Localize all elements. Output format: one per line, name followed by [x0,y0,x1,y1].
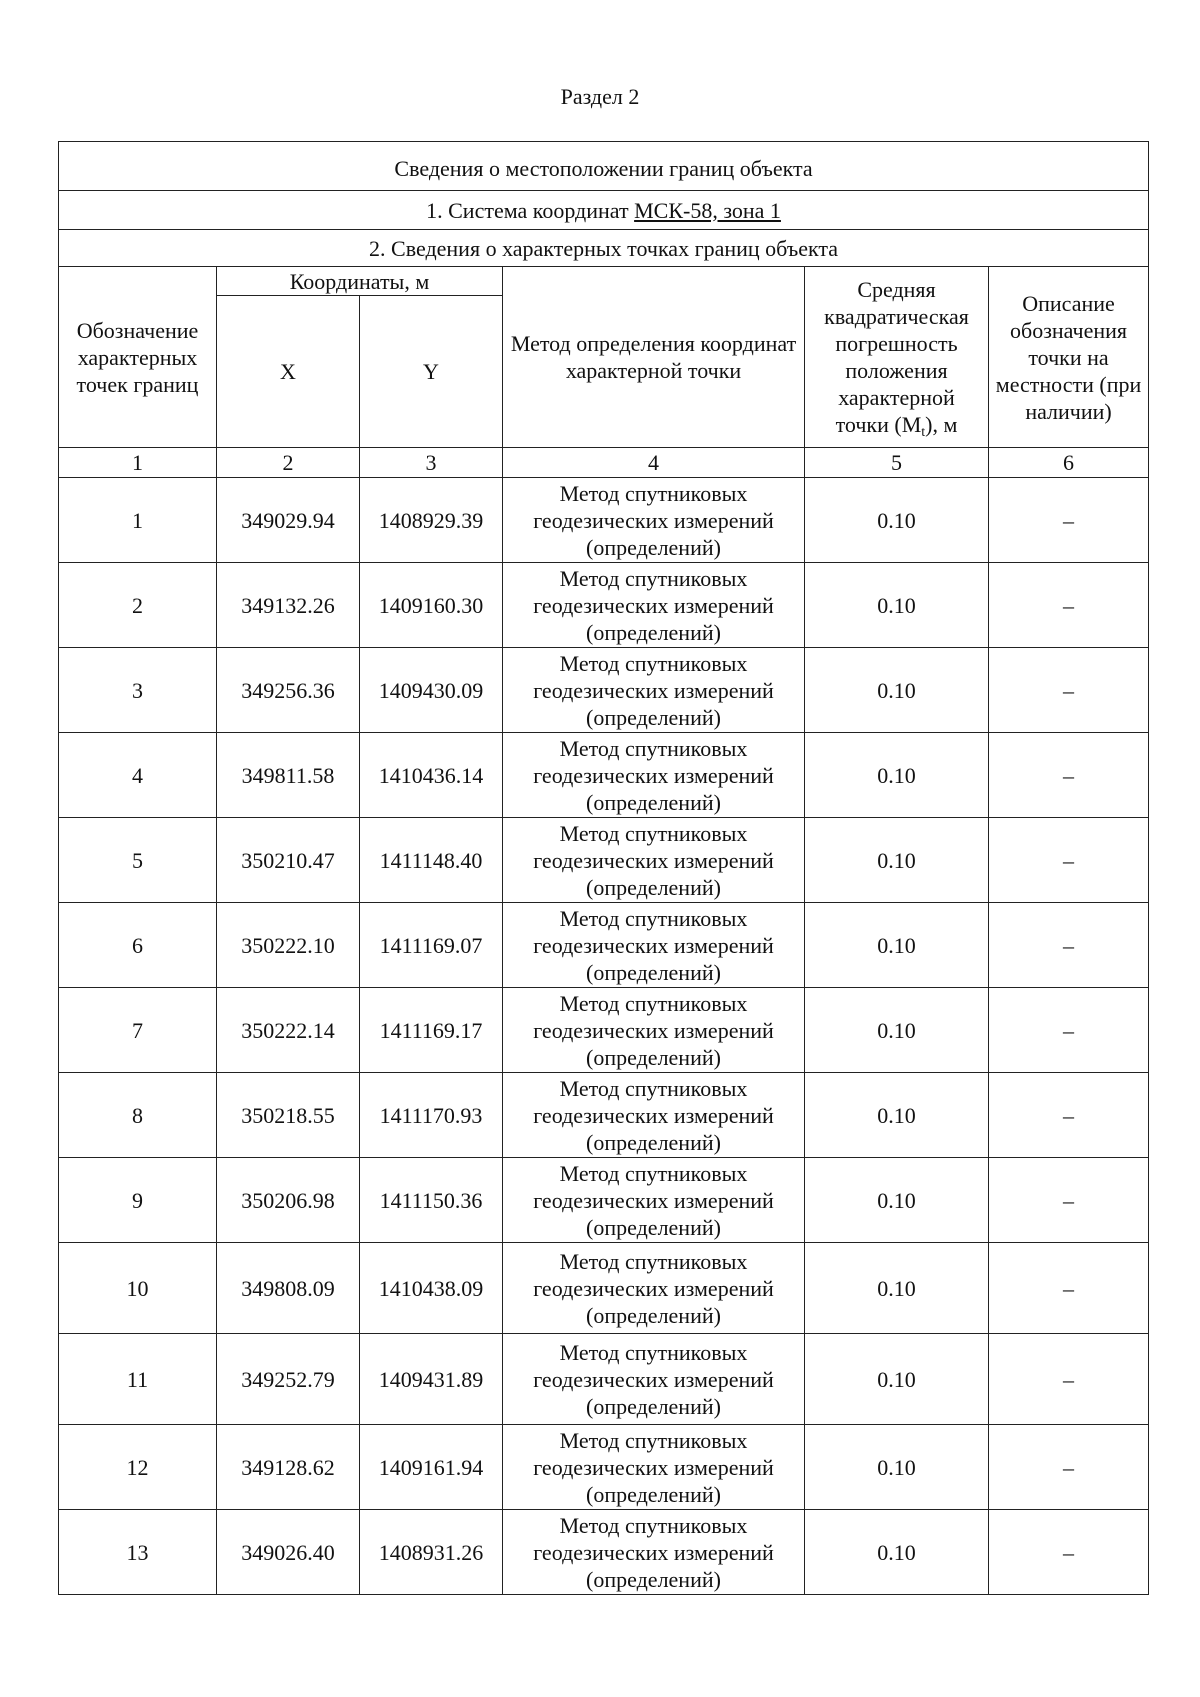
error-value: 0.10 [805,988,989,1073]
column-number: 6 [989,448,1149,478]
header-x: X [217,296,360,448]
section-title: Раздел 2 [560,84,640,109]
coordinate-system-label: 1. Система координат [426,197,635,223]
table-row [59,733,1149,818]
description: – [989,988,1149,1073]
coord-y: 1409160.30 [360,563,503,648]
coord-x: 349132.26 [217,563,360,648]
method: Метод спутниковых геодезических измерений (определений) [503,1073,805,1158]
method: Метод спутниковых геодезических измерений (определений) [503,1158,805,1243]
error-value: 0.10 [805,733,989,818]
header-error-text: Средняя квадратическая погрешность положения характерной точки (M [824,277,969,437]
table-row [59,1158,1149,1243]
points-heading: 2. Сведения о характерных точках границ объекта [59,230,1149,267]
method: Метод спутниковых геодезических измерений (определений) [503,988,805,1073]
column-number: 1 [59,448,217,478]
table-row [59,648,1149,733]
table-row [59,818,1149,903]
header-point-designation: Обозначение характерных точек границ [59,267,217,448]
description: – [989,733,1149,818]
table-row [59,988,1149,1073]
point-number: 2 [59,563,217,648]
coord-y: 1411169.07 [360,903,503,988]
coord-x: 349026.40 [217,1510,360,1595]
method: Метод спутниковых геодезических измерений (определений) [503,818,805,903]
description: – [989,903,1149,988]
coord-y: 1411170.93 [360,1073,503,1158]
coord-y: 1411148.40 [360,818,503,903]
table-row [59,903,1149,988]
method: Метод спутниковых геодезических измерений (определений) [503,903,805,988]
coord-y: 1409431.89 [360,1334,503,1425]
table-title: Сведения о местоположении границ объекта [59,142,1149,191]
point-number: 12 [59,1425,217,1510]
header-coordinates: Координаты, м [217,267,503,296]
description: – [989,478,1149,563]
error-value: 0.10 [805,1425,989,1510]
table-row [59,1243,1149,1334]
header-error-unit: ), м [925,412,958,437]
point-number: 4 [59,733,217,818]
table-row [59,1510,1149,1595]
table-row [59,1073,1149,1158]
coordinate-system-value: МСК-58, зона 1 [634,197,781,223]
point-number: 3 [59,648,217,733]
coord-x: 349256.36 [217,648,360,733]
coord-x: 349808.09 [217,1243,360,1334]
coordinate-system-row [59,191,1149,230]
coord-y: 1410436.14 [360,733,503,818]
table-row [59,1425,1149,1510]
method: Метод спутниковых геодезических измерений (определений) [503,733,805,818]
coord-y: 1409161.94 [360,1425,503,1510]
description: – [989,818,1149,903]
coord-x: 349252.79 [217,1334,360,1425]
error-value: 0.10 [805,648,989,733]
method: Метод спутниковых геодезических измерений (определений) [503,1243,805,1334]
description: – [989,1425,1149,1510]
method: Метод спутниковых геодезических измерений (определений) [503,563,805,648]
point-number: 11 [59,1334,217,1425]
point-number: 9 [59,1158,217,1243]
coord-y: 1408931.26 [360,1510,503,1595]
point-number: 13 [59,1510,217,1595]
coord-x: 349128.62 [217,1425,360,1510]
point-number: 5 [59,818,217,903]
coord-x: 350218.55 [217,1073,360,1158]
coord-x: 350210.47 [217,818,360,903]
header-error-subscript: t [921,425,926,440]
description: – [989,1243,1149,1334]
error-value: 0.10 [805,903,989,988]
description: – [989,1510,1149,1595]
coord-x: 350206.98 [217,1158,360,1243]
error-value: 0.10 [805,818,989,903]
header-method: Метод определения координат характерной точки [503,267,805,448]
coord-y: 1410438.09 [360,1243,503,1334]
description: – [989,1334,1149,1425]
method: Метод спутниковых геодезических измерений (определений) [503,1510,805,1595]
error-value: 0.10 [805,1158,989,1243]
description: – [989,648,1149,733]
coord-y: 1411150.36 [360,1158,503,1243]
coord-y: 1408929.39 [360,478,503,563]
error-value: 0.10 [805,1334,989,1425]
header-error [805,267,989,448]
error-value: 0.10 [805,1510,989,1595]
error-value: 0.10 [805,563,989,648]
point-number: 10 [59,1243,217,1334]
header-y: Y [360,296,503,448]
error-value: 0.10 [805,1073,989,1158]
coord-y: 1411169.17 [360,988,503,1073]
table-row [59,478,1149,563]
table-row [59,563,1149,648]
table-row [59,1334,1149,1425]
method: Метод спутниковых геодезических измерений (определений) [503,648,805,733]
error-value: 0.10 [805,1243,989,1334]
method: Метод спутниковых геодезических измерений (определений) [503,1425,805,1510]
point-number: 1 [59,478,217,563]
coord-y: 1409430.09 [360,648,503,733]
boundary-points-table [58,141,1149,1595]
description: – [989,563,1149,648]
column-number: 2 [217,448,360,478]
error-value: 0.10 [805,478,989,563]
description: – [989,1073,1149,1158]
point-number: 8 [59,1073,217,1158]
column-number: 5 [805,448,989,478]
point-number: 6 [59,903,217,988]
header-description: Описание обозначения точки на местности (при наличии) [989,267,1149,448]
column-number: 4 [503,448,805,478]
coord-x: 349811.58 [217,733,360,818]
method: Метод спутниковых геодезических измерений (определений) [503,1334,805,1425]
description: – [989,1158,1149,1243]
point-number: 7 [59,988,217,1073]
coord-x: 350222.10 [217,903,360,988]
coord-x: 349029.94 [217,478,360,563]
column-number: 3 [360,448,503,478]
method: Метод спутниковых геодезических измерений (определений) [503,478,805,563]
coord-x: 350222.14 [217,988,360,1073]
